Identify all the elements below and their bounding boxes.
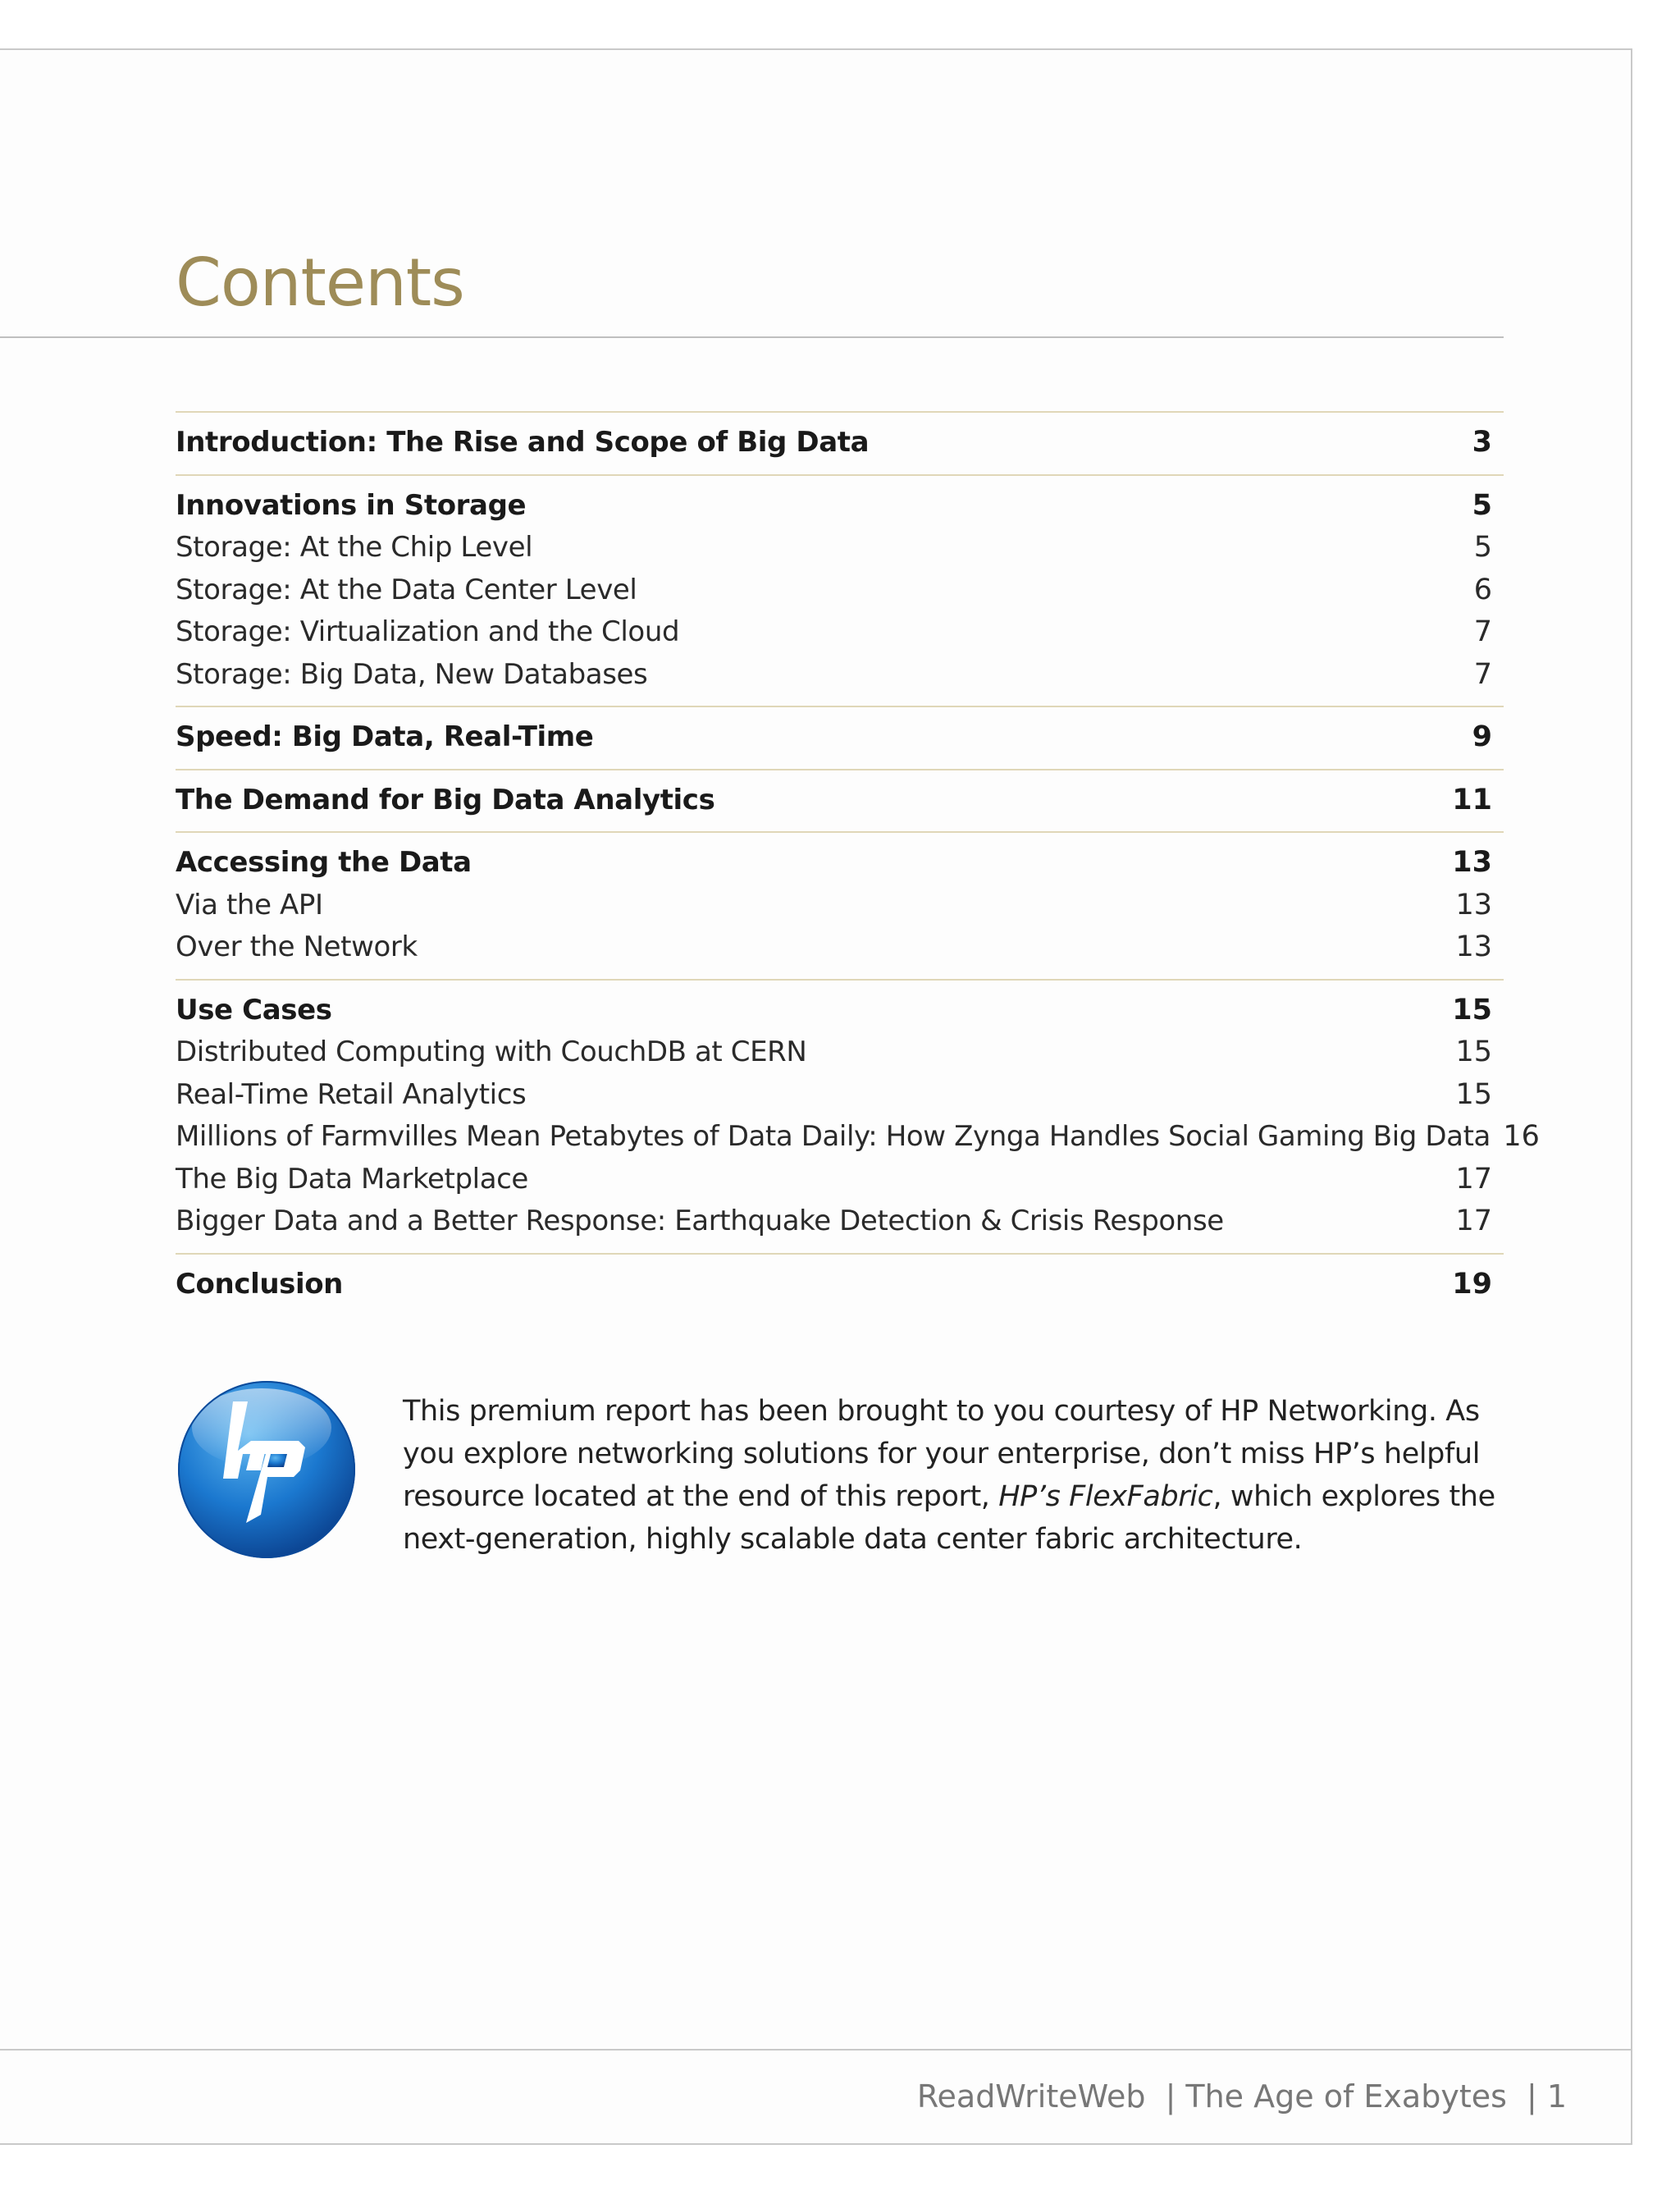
footer-separator: | xyxy=(1165,2078,1176,2115)
sponsor-text-product: HP’s FlexFabric xyxy=(998,1480,1213,1513)
toc-page-number: 11 xyxy=(1452,783,1492,816)
toc-page-number: 15 xyxy=(1455,1077,1492,1111)
toc-heading-row[interactable] xyxy=(176,485,1504,528)
toc-entry-label: Real-Time Retail Analytics xyxy=(176,1077,527,1111)
toc-subentry-row[interactable] xyxy=(176,527,1504,569)
toc-page-number: 9 xyxy=(1472,720,1492,753)
toc-entry-label: The Demand for Big Data Analytics xyxy=(176,783,715,816)
sponsor-text-tail: , which explores the next-generation, highly scalable data center fabric architecture. xyxy=(403,1480,1495,1556)
toc-page-number: 5 xyxy=(1472,488,1492,522)
toc-page-number: 7 xyxy=(1473,657,1492,691)
footer-report-title: The Age of Exabytes xyxy=(1185,2078,1507,2115)
sponsor-block xyxy=(176,1378,1504,1567)
toc-section xyxy=(176,979,1540,1253)
toc-subentry-row[interactable] xyxy=(176,1116,1540,1159)
toc-page-number: 15 xyxy=(1452,993,1492,1026)
toc-entry-label: Distributed Computing with CouchDB at CERN xyxy=(176,1036,807,1068)
toc-section xyxy=(176,1253,1504,1316)
toc-page-number: 15 xyxy=(1455,1036,1492,1068)
table-of-contents xyxy=(176,411,1540,1315)
toc-subentry-row[interactable] xyxy=(176,569,1504,612)
toc-section xyxy=(176,831,1504,979)
toc-page-number: 13 xyxy=(1455,930,1492,963)
toc-heading-row[interactable] xyxy=(176,780,1504,822)
toc-entry-label: Storage: Big Data, New Databases xyxy=(176,657,648,691)
toc-page-number: 7 xyxy=(1473,615,1492,648)
toc-heading-row[interactable] xyxy=(176,1264,1504,1306)
toc-heading-row[interactable] xyxy=(176,716,1504,759)
toc-entry-label: Speed: Big Data, Real-Time xyxy=(176,720,594,753)
toc-subentry-row[interactable] xyxy=(176,654,1504,697)
toc-section xyxy=(176,706,1504,769)
toc-section xyxy=(176,474,1504,706)
toc-page-number: 3 xyxy=(1472,426,1492,459)
toc-subentry-row[interactable] xyxy=(176,1031,1504,1074)
toc-entry-label: Storage: Virtualization and the Cloud xyxy=(176,615,680,648)
toc-section xyxy=(176,411,1504,474)
toc-page-number: 17 xyxy=(1455,1205,1492,1237)
title-divider xyxy=(0,336,1504,338)
page-footer xyxy=(917,2076,1567,2117)
footer-page-number: 1 xyxy=(1546,2078,1567,2115)
toc-entry-label: Accessing the Data xyxy=(176,846,472,879)
toc-entry-label: The Big Data Marketplace xyxy=(176,1162,528,1196)
toc-entry-label: Via the API xyxy=(176,888,323,921)
toc-entry-label: Use Cases xyxy=(176,993,332,1026)
toc-entry-label: Over the Network xyxy=(176,930,418,963)
toc-heading-row[interactable] xyxy=(176,842,1504,885)
toc-page-number: 16 xyxy=(1503,1120,1540,1153)
toc-entry-label: Conclusion xyxy=(176,1267,343,1301)
toc-entry-label: Millions of Farmvilles Mean Petabytes of Data Daily: How Zynga Handles Social Gaming Big Data xyxy=(176,1120,1491,1153)
toc-subentry-row[interactable] xyxy=(176,926,1504,969)
toc-subentry-row[interactable] xyxy=(176,1200,1504,1243)
toc-page-number: 13 xyxy=(1452,846,1492,879)
toc-heading-row[interactable] xyxy=(176,422,1504,464)
toc-page-number: 13 xyxy=(1455,888,1492,921)
footer-publisher: ReadWriteWeb xyxy=(916,2078,1146,2115)
toc-heading-row[interactable] xyxy=(176,990,1504,1032)
page-title: Contents xyxy=(176,245,464,321)
toc-page-number: 19 xyxy=(1452,1267,1492,1301)
hp-logo-icon xyxy=(176,1378,358,1561)
footer-separator: | xyxy=(1527,2078,1537,2115)
toc-page-number: 17 xyxy=(1455,1162,1492,1196)
sponsor-message xyxy=(403,1390,1506,1561)
toc-entry-label: Bigger Data and a Better Response: Earthquake Detection & Crisis Response xyxy=(176,1205,1224,1237)
toc-subentry-row[interactable] xyxy=(176,885,1504,927)
toc-entry-label: Storage: At the Data Center Level xyxy=(176,573,637,606)
toc-subentry-row[interactable] xyxy=(176,611,1504,654)
footer-divider xyxy=(0,2049,1632,2051)
sponsor-text-lead: This premium report has been brought to you courtesy of HP Networking. As you explore networking solutions for your enterprise, don’t miss HP’s helpful resource located at the end of this report, xyxy=(403,1395,1481,1513)
toc-entry-label: Innovations in Storage xyxy=(176,488,527,522)
toc-page-number: 5 xyxy=(1473,531,1492,564)
toc-entry-label: Introduction: The Rise and Scope of Big Data xyxy=(176,426,870,459)
toc-section xyxy=(176,769,1504,832)
toc-subentry-row[interactable] xyxy=(176,1074,1504,1117)
toc-page-number: 6 xyxy=(1473,573,1492,606)
toc-entry-label: Storage: At the Chip Level xyxy=(176,531,533,564)
toc-subentry-row[interactable] xyxy=(176,1159,1504,1201)
